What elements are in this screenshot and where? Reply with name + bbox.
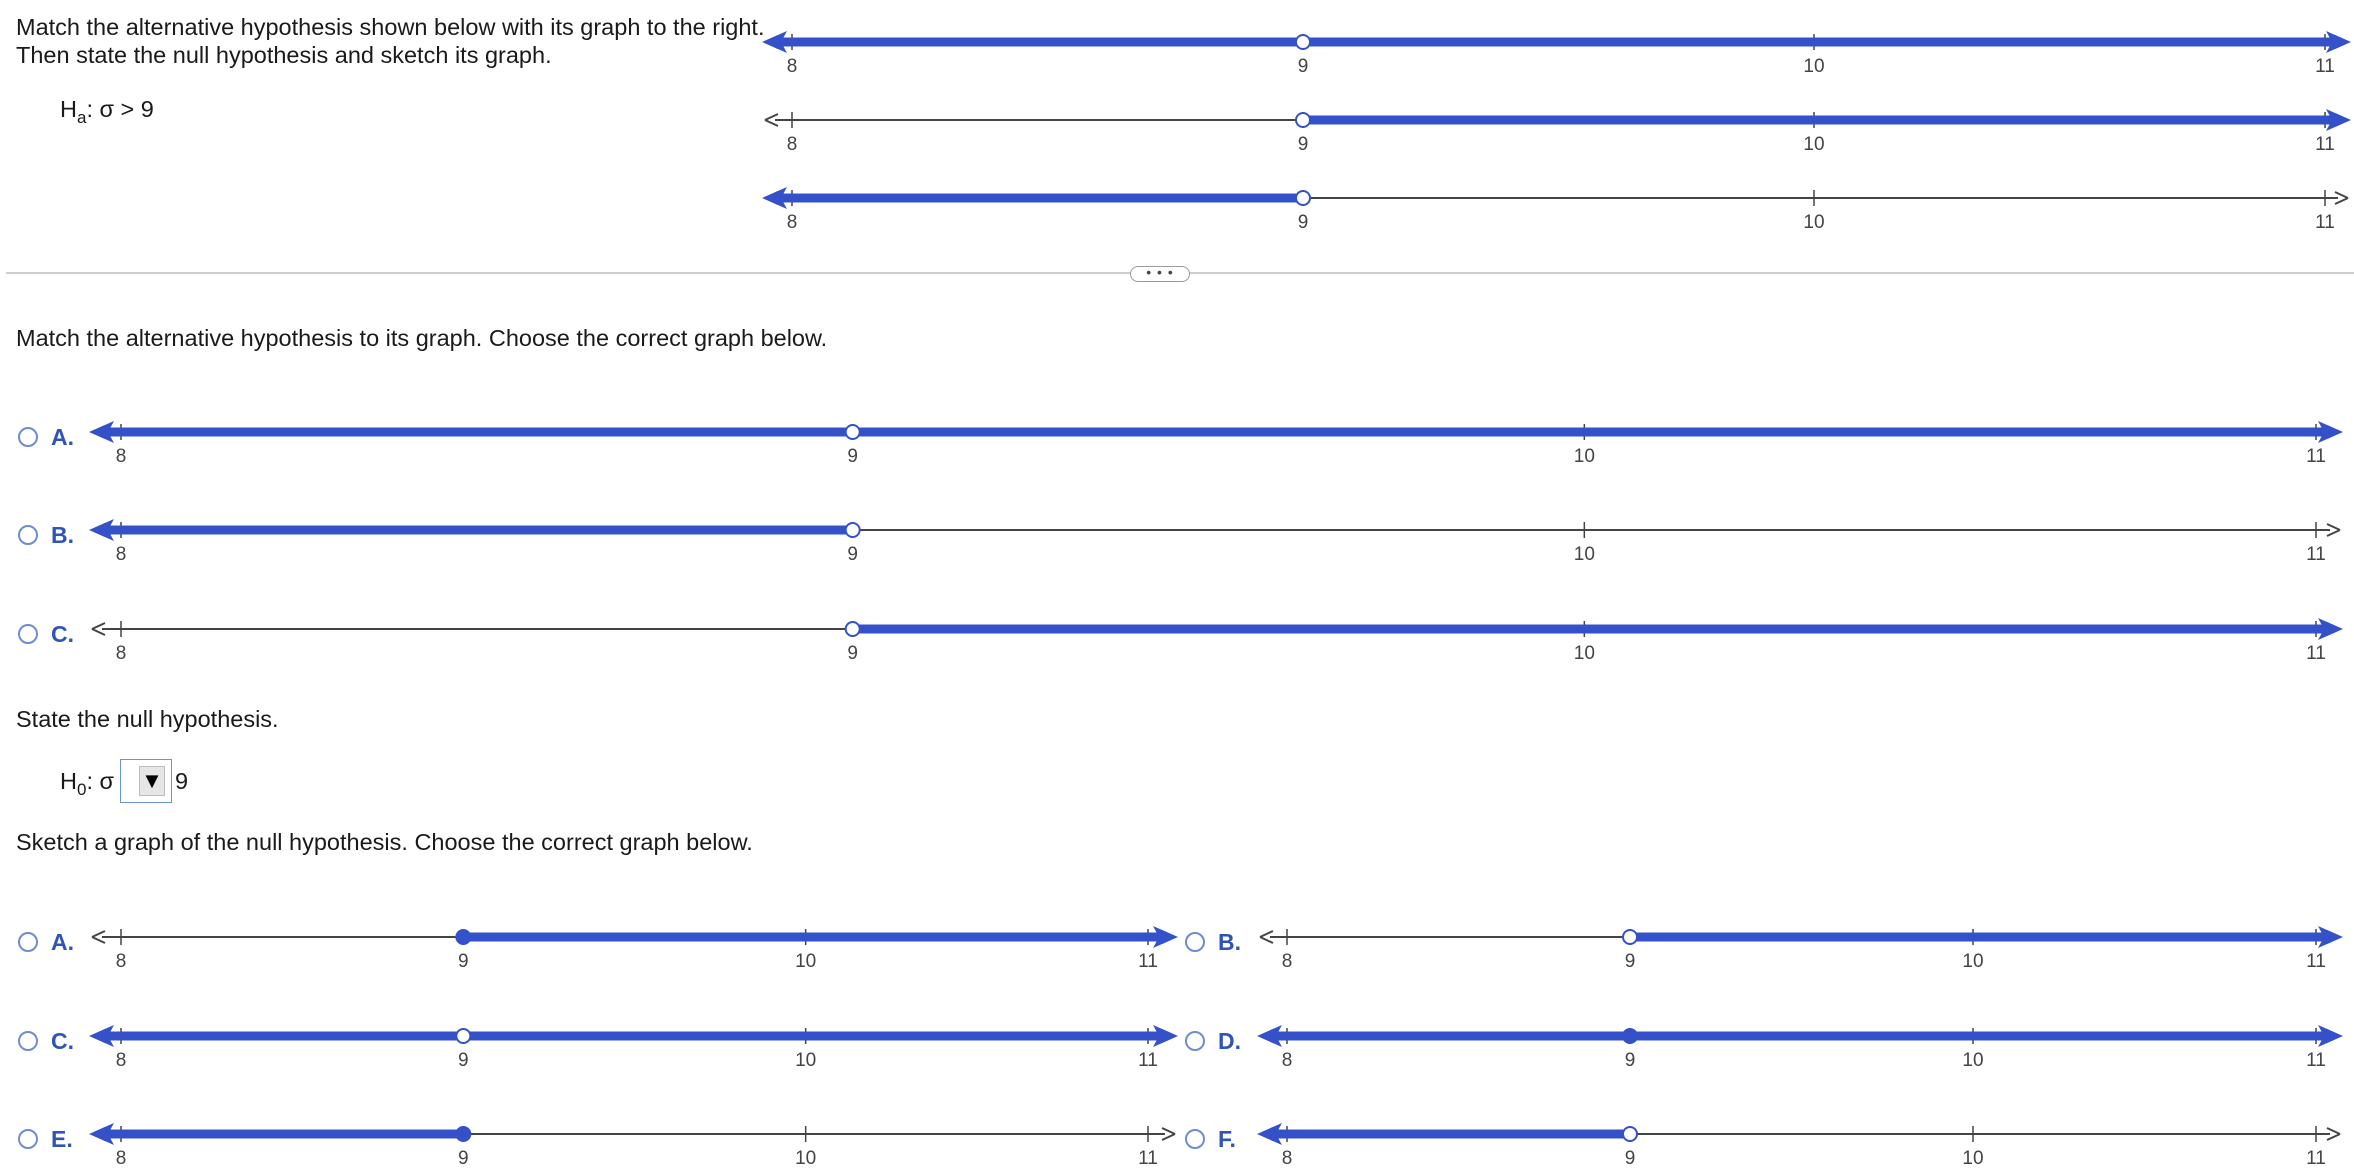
tick-label: 8: [115, 446, 127, 467]
tick-label: 9: [1624, 951, 1636, 972]
tick-label: 9: [847, 643, 858, 664]
tick-label: 11: [2306, 544, 2326, 565]
tick-label: 9: [1297, 56, 1309, 77]
tick-label: 10: [795, 1148, 817, 1169]
q3-prompt: Sketch a graph of the null hypothesis. Choose the correct graph below.: [16, 829, 753, 855]
tick-label: 9: [847, 446, 858, 467]
option-label: B.: [1218, 929, 1241, 955]
tick-label: 10: [1962, 1148, 1984, 1169]
dropdown-arrow-icon[interactable]: ▼: [139, 766, 165, 796]
tick-label: 8: [786, 56, 798, 77]
tick-label: 10: [1573, 544, 1595, 565]
q3-option-f-graph: [0, 1122, 2354, 1169]
q3-option-d-graph: [0, 1024, 2354, 1071]
tick-label: 11: [1138, 951, 1158, 972]
tick-label: 9: [1297, 134, 1309, 155]
h0-symbol: H: [60, 768, 77, 794]
tick-label: 10: [1803, 134, 1825, 155]
option-label: C.: [51, 1028, 74, 1054]
tick-label: 11: [2306, 1148, 2326, 1169]
tick-label: 10: [1962, 1050, 1984, 1071]
tick-label: 11: [2306, 643, 2326, 664]
option-label: E.: [51, 1126, 73, 1152]
tick-label: 8: [1281, 1050, 1293, 1071]
option-label: B.: [51, 522, 74, 548]
q3-option-b-graph: [0, 925, 2354, 972]
ha-statement: : σ > 9: [86, 96, 154, 122]
relation-dropdown[interactable]: [120, 759, 172, 803]
intro-line-1: Match the alternative hypothesis shown below with its graph to the right.: [16, 14, 765, 40]
open-endpoint: [1623, 930, 1637, 944]
h0-value: 9: [175, 768, 189, 794]
open-endpoint: [846, 425, 860, 439]
intro-line-2: Then state the null hypothesis and sketch its graph.: [16, 42, 552, 68]
tick-label: 9: [458, 951, 469, 972]
tick-label: 11: [2315, 212, 2335, 233]
tick-label: 11: [2315, 56, 2335, 77]
h0-sigma: : σ: [86, 768, 115, 794]
preview-number-line: [0, 186, 2354, 233]
option-label: C.: [51, 621, 74, 647]
tick-label: 11: [2306, 446, 2326, 467]
tick-label: 9: [458, 1148, 469, 1169]
option-label: A.: [51, 929, 74, 955]
tick-label: 10: [795, 951, 817, 972]
tick-label: 10: [1573, 643, 1595, 664]
open-endpoint: [1296, 191, 1310, 205]
h0-subscript: 0: [76, 780, 87, 799]
tick-label: 11: [1138, 1148, 1158, 1169]
q1-option-c-graph: [0, 617, 2354, 664]
tick-label: 8: [1281, 951, 1293, 972]
tick-label: 9: [1624, 1148, 1636, 1169]
open-endpoint: [846, 622, 860, 636]
closed-endpoint: [1623, 1029, 1637, 1043]
ha-subscript: a: [76, 108, 87, 127]
tick-label: 11: [2306, 951, 2326, 972]
tick-label: 9: [847, 544, 858, 565]
tick-label: 8: [115, 1050, 127, 1071]
tick-label: 8: [115, 951, 127, 972]
tick-label: 9: [1297, 212, 1309, 233]
tick-label: 10: [795, 1050, 817, 1071]
tick-label: 8: [115, 1148, 127, 1169]
tick-label: 8: [786, 212, 798, 233]
tick-label: 10: [1803, 56, 1825, 77]
q1-option-a-graph: [0, 420, 2354, 467]
tick-label: 9: [1624, 1050, 1636, 1071]
tick-label: 11: [2306, 1050, 2326, 1071]
q1-option-b-graph: [0, 518, 2354, 565]
tick-label: 8: [115, 544, 127, 565]
q1-prompt: Match the alternative hypothesis to its graph. Choose the correct graph below.: [16, 325, 828, 351]
open-endpoint: [846, 523, 860, 537]
tick-label: 10: [1803, 212, 1825, 233]
option-label: A.: [51, 424, 74, 450]
open-endpoint: [1623, 1127, 1637, 1141]
tick-label: 8: [1281, 1148, 1293, 1169]
open-endpoint: [1296, 113, 1310, 127]
preview-number-line: [0, 30, 2354, 77]
option-label: F.: [1218, 1126, 1236, 1152]
tick-label: 9: [458, 1050, 469, 1071]
ha-symbol: H: [60, 96, 77, 122]
null-hypothesis: [60, 768, 114, 800]
open-endpoint: [1296, 35, 1310, 49]
tick-label: 10: [1962, 951, 1984, 972]
option-label: D.: [1218, 1028, 1241, 1054]
tick-label: 8: [115, 643, 127, 664]
preview-number-line: [0, 108, 2354, 155]
expand-toggle-button[interactable]: • • •: [1130, 266, 1190, 282]
tick-label: 10: [1573, 446, 1595, 467]
tick-label: 8: [786, 134, 798, 155]
q2-prompt: State the null hypothesis.: [16, 706, 279, 732]
tick-label: 11: [2315, 134, 2335, 155]
tick-label: 11: [1138, 1050, 1158, 1071]
